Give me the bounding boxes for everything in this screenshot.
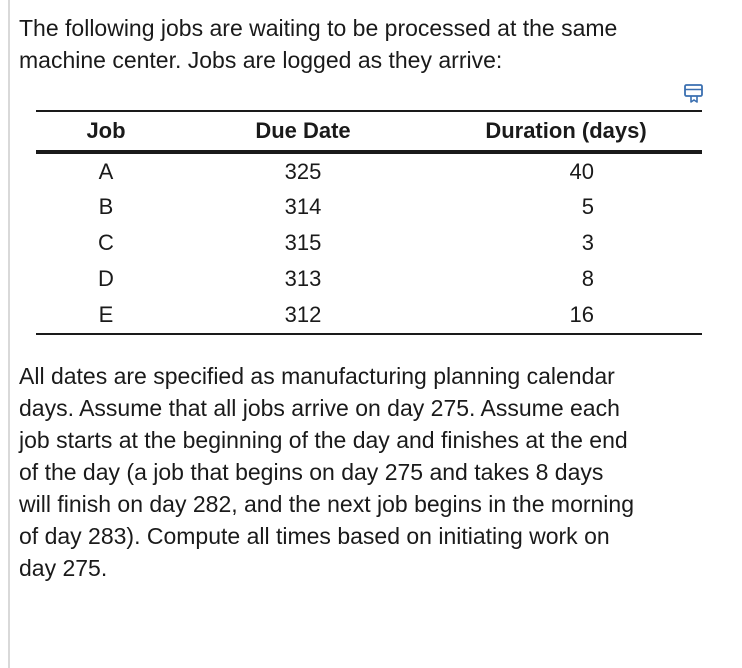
cell-due-date: 313	[284, 266, 322, 291]
paragraph-line: day 275.	[19, 555, 108, 581]
table-row	[36, 152, 702, 189]
paragraph-line: will finish on day 282, and the next job begins in the morning	[19, 491, 635, 517]
cell-due-date: 312	[176, 297, 430, 334]
cell-duration: 8	[581, 266, 594, 291]
cell-job: C	[98, 230, 114, 255]
cell-due-date: 315	[284, 230, 322, 255]
intro-line: machine center. Jobs are logged as they arrive:	[19, 47, 503, 73]
cell-job: B	[98, 194, 114, 219]
cell-duration: 40	[569, 158, 594, 184]
intro-text	[19, 12, 719, 76]
table-row	[36, 189, 702, 225]
jobs-table	[36, 110, 702, 335]
jobs-table-container	[36, 110, 702, 335]
problem-description	[19, 360, 724, 584]
table-header-row	[36, 111, 702, 152]
cell-job: A	[98, 158, 114, 184]
table-row	[36, 297, 702, 334]
table-row	[36, 261, 702, 297]
paragraph-line: days. Assume that all jobs arrive on day 275. Assume each	[19, 395, 620, 421]
header-due-date: Due Date	[255, 118, 351, 143]
paragraph-line: of day 283). Compute all times based on initiating work on	[19, 523, 610, 549]
cell-job: D	[98, 266, 114, 291]
cell-duration: 16	[430, 297, 702, 334]
copy-icon[interactable]	[683, 83, 705, 105]
header-duration: Duration (days)	[485, 118, 647, 143]
table-row	[36, 225, 702, 261]
paragraph-line: All dates are specified as manufacturing planning calendar	[19, 363, 615, 389]
cell-due-date: 325	[284, 158, 322, 184]
left-border	[8, 0, 10, 668]
cell-job: E	[36, 297, 176, 334]
cell-due-date: 314	[284, 194, 322, 219]
cell-duration: 3	[581, 230, 594, 255]
intro-line: The following jobs are waiting to be processed at the same	[19, 15, 618, 41]
paragraph-line: job starts at the beginning of the day and finishes at the end	[19, 427, 628, 453]
header-job: Job	[86, 118, 126, 143]
paragraph-line: of the day (a job that begins on day 275 and takes 8 days	[19, 459, 604, 485]
cell-duration: 5	[581, 194, 594, 219]
